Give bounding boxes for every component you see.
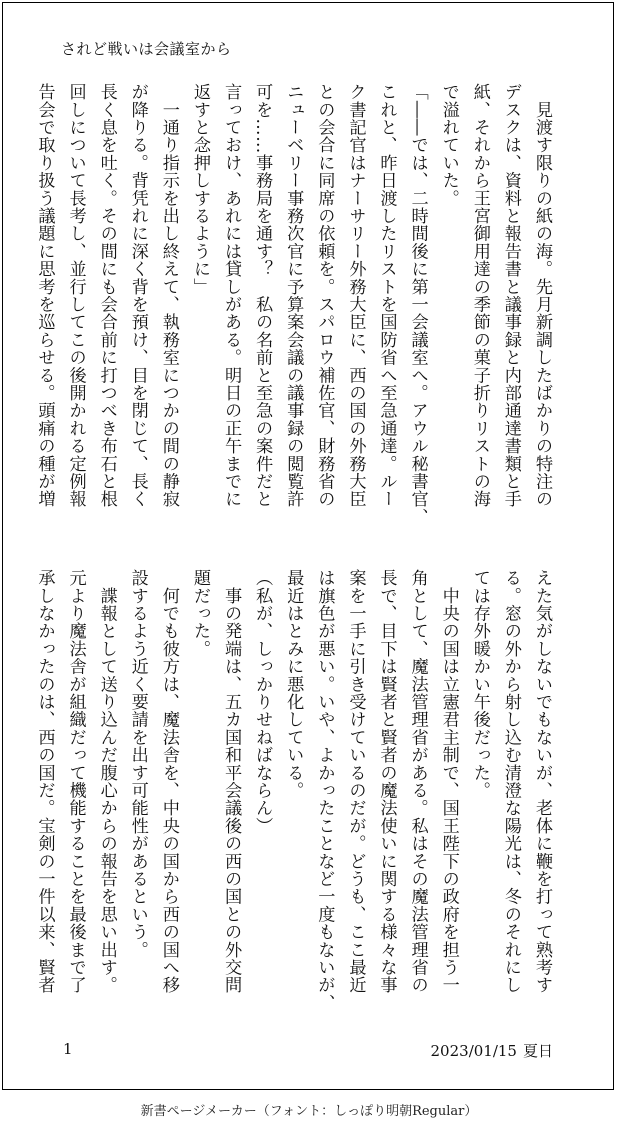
text-line: 題だった。 [189,569,210,658]
text-line: 何でも彼方は、魔法舎を、中央の国から西の国へ移 [158,569,179,994]
text-line: 設するよう近く要請を出す可能性があるという。 [127,569,148,959]
generator-credit: 新書ページメーカー（フォント：しっぽり明朝Regular） [140,1104,478,1119]
text-line: ては存外暖かい午後だった。 [469,569,490,800]
page-frame [2,2,614,1090]
text-line: 案を一手に引き受けているのだが。どうも、ここ最近 [345,569,366,994]
page-number: 1 [63,1040,73,1058]
text-line: ニューベリー事務次官に予算案会議の議事録の閲覧許 [283,83,304,508]
text-line: 「――では、二時間後に第一会議室へ。アウル秘書官、 [407,83,428,526]
text-line: 見渡す限りの紙の海。先月新調したばかりの特注の [532,83,552,508]
footer-meta [431,1040,553,1061]
text-line: これと、昨日渡したリストを国防省へ至急通達。ルー [376,83,397,508]
text-line: は旗色が悪い。いや、よかったことなど一度もないが、 [314,569,335,1012]
text-line: 言っておけ、あれには貸しがある。明日の正午までに [221,83,242,508]
text-line: 紙、それから王宮御用達の季節の菓子折りリストの海 [469,83,490,508]
text-line: 諜報として送り込んだ腹心からの報告を思い出す。 [96,569,117,994]
text-line: との会合に同席の依頼を。スパロウ補佐官、財務省の [314,83,335,508]
text-line: 最近はとみに悪化している。 [283,569,304,800]
text-line: 一通り指示を出し終えて、執務室につかの間の静寂 [158,83,179,508]
text-line: 回しについて長考し、並行してこの後開かれる定例報 [65,83,86,508]
body-text-top [34,83,557,531]
text-line: ク書記官はナーサリー外務大臣に、西の国の外務大臣 [345,83,366,508]
running-title: されど戦いは会議室から [61,40,232,58]
text-line: 角として、魔法管理省がある。私はその魔法管理省の [407,569,428,994]
footer-date: 2023/01/15 [430,1042,517,1060]
text-line: 長で、目下は賢者と賢者の魔法使いに関する様々な事 [376,569,397,994]
text-line: が降りる。背凭れに深く背を預け、目を閉じて、長く [127,83,148,508]
body-text-bottom [34,569,557,1017]
text-line: 中央の国は立憲君主制で、国王陛下の政府を担う一 [438,569,459,994]
text-line: 可を……事務局を通す？ 私の名前と至急の案件だと [252,83,273,508]
text-line: デスクは、資料と報告書と議事録と内部通達書類と手 [500,83,521,508]
text-line: （私が、しっかりせねばならん） [252,569,273,835]
text-line: る。窓の外から射し込む清澄な陽光は、冬のそれにし [500,569,521,994]
text-line: 長く息を吐く。その間にも会合前に打つべき布石と根 [96,83,117,508]
text-line: 返すと念押しするように」 [189,83,210,296]
text-line: で溢れていた。 [438,83,459,207]
text-line: 承しなかったのは、西の国だ。宝剣の一件以来、賢者 [34,569,55,994]
footer-author: 夏日 [522,1042,553,1060]
text-line: 事の発端は、五カ国和平会議後の西の国との外交問 [221,569,242,994]
text-line: えた気がしないでもないが、老体に鞭を打って熟考す [532,569,552,994]
text-line: 元より魔法舎が組織だって機能することを最後まで了 [65,569,86,994]
text-line: 告会で取り扱う議題に思考を巡らせる。頭痛の種が増 [34,83,55,508]
